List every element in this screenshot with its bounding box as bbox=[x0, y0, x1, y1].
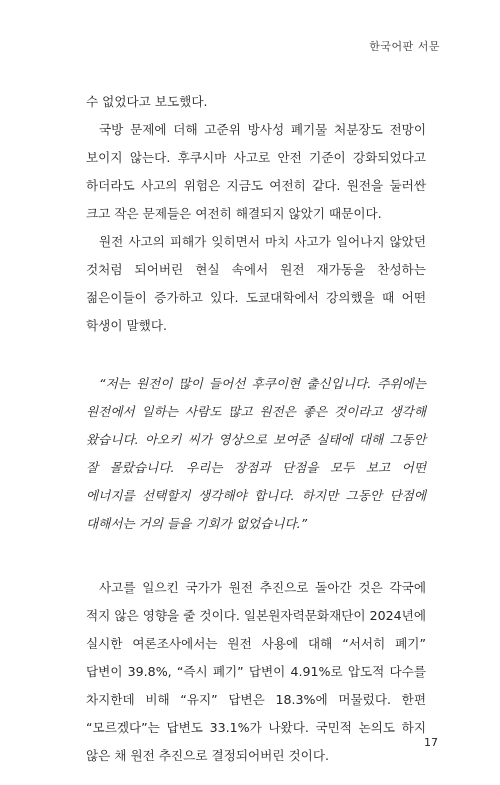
paragraph-defense-waste: 국방 문제에 더해 고준위 방사성 폐기물 처분장도 전망이 보이지 않는다. 후쿠시마 사고로 안전 기준이 강화되었다고 하더라도 사고의 위험은 지금도 여전히 같다. 원전을 둘러싼 크고 작은 문제들은 여전히 해결되지 않았기 때문이다. bbox=[86, 122, 426, 221]
page-number: 17 bbox=[424, 736, 438, 749]
paragraph-survey: 사고를 일으킨 국가가 원전 추진으로 돌아간 것은 각국에 적지 않은 영향을 줄 것이다. 일본원자력문화재단이 2024년에 실시한 여론조사에서는 원전 사용에 대해 “서서히 폐기” 답변이 39.8%, “즉시 폐기” 답변이 4.91%로 압도적 다수를 차지한데 비해 “유지” 답변은 18.3%에 머물렀다. 한편 “모르겠다”는 답변도 33.1%가 나왔다. 국민적 논의도 하지 않은 채 원전 추진으로 결정되어버린 것이다. bbox=[86, 580, 426, 763]
student-quote: “저는 원전이 많이 들어선 후쿠이현 출신입니다. 주위에는 원전에서 일하는 사람도 많고 원전은 좋은 것이라고 생각해 왔습니다. 아오키 씨가 영상으로 보여준 실태에 대해 그동안 잘 몰랐습니다. 우리는 장점과 단점을 모두 보고 어떤 에너지를 선택할지 생각해야 합니다. 하지만 그동안 단점에 대해서는 거의 들을 기회가 없었습니다.” bbox=[86, 376, 426, 531]
paragraph-young-people: 원전 사고의 피해가 잊히면서 마치 사고가 일어나지 않았던 것처럼 되어버린 현실 속에서 원전 재가동을 찬성하는 젊은이들이 증가하고 있다. 도쿄대학에서 강의했을 때 어떤 학생이 말했다. bbox=[86, 234, 426, 333]
running-head: 한국어판 서문 bbox=[369, 40, 440, 53]
paragraph-continuation: 수 없었다고 보도했다. bbox=[86, 94, 208, 109]
page-body bbox=[86, 88, 426, 770]
